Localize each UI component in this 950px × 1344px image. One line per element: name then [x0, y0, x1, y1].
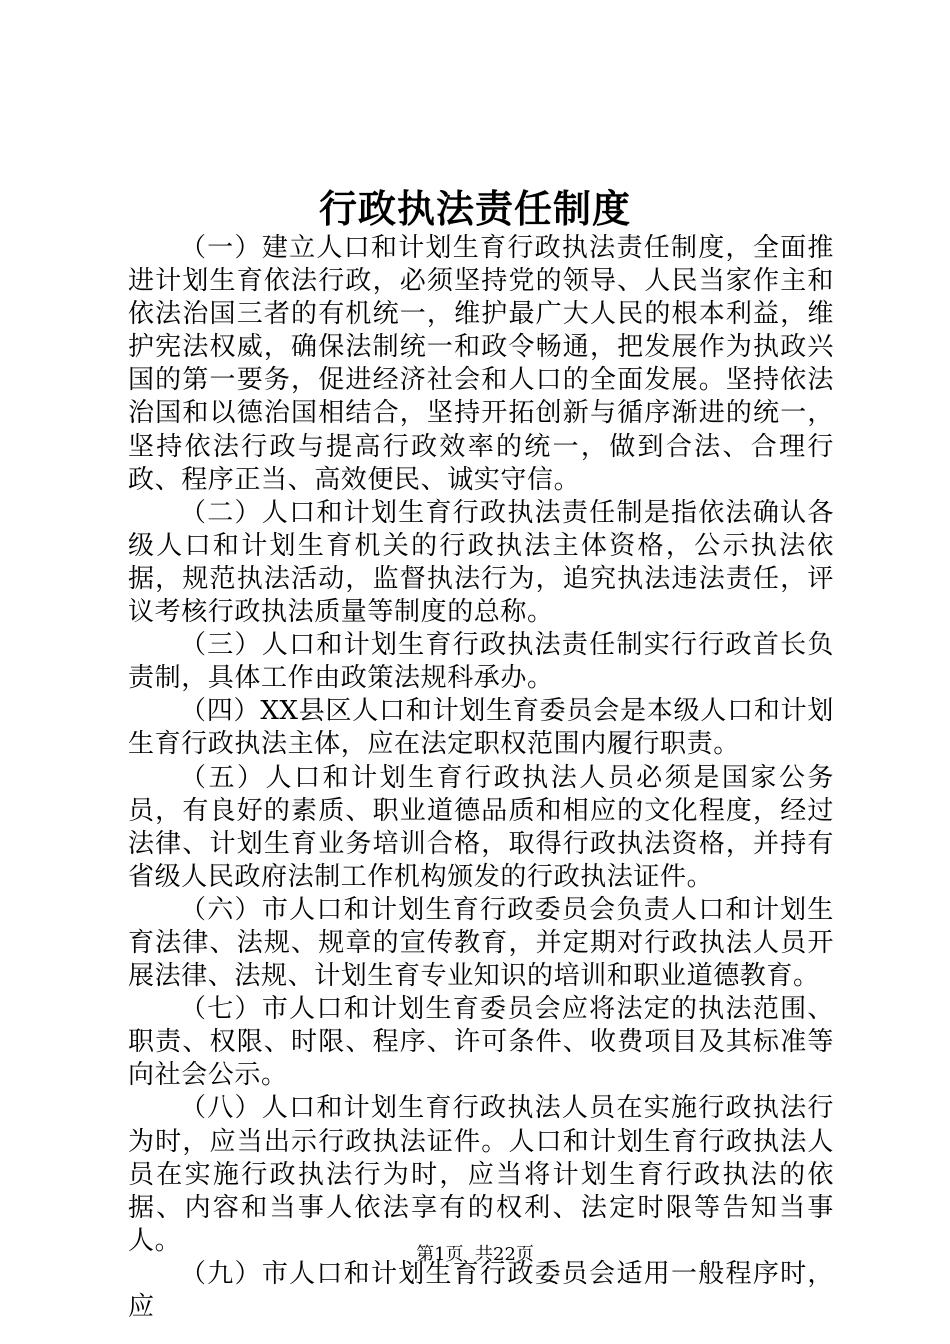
- paragraph-2: （二）人口和计划生育行政执法责任制是指依法确认各级人口和计划生育机关的行政执法主体资格，公示执法依据，规范执法活动，监督执法行为，追究执法违法责任，评议考核行政执法质量等制度的总称。: [128, 497, 834, 628]
- paragraph-4: （四）XX县区人口和计划生育委员会是本级人口和计划生育行政执法主体，应在法定职权范围内履行职责。: [128, 696, 834, 760]
- paragraph-3: （三）人口和计划生育行政执法责任制实行行政首长负责制，具体工作由政策法规科承办。: [128, 630, 834, 694]
- page-footer: [0, 1243, 950, 1267]
- paragraph-5: （五）人口和计划生育行政执法人员必须是国家公务员，有良好的素质、职业道德品质和相应的文化程度，经过法律、计划生育业务培训合格，取得行政执法资格，并持有省级人民政府法制工作机构颁发的行政执法证件。: [128, 762, 834, 892]
- footer-spacer: [464, 1244, 475, 1265]
- paragraph-7: （七）市人口和计划生育委员会应将法定的执法范围、职责、权限、时限、程序、许可条件、收费项目及其标准等向社会公示。: [128, 994, 834, 1091]
- document-title: 行政执法责任制度: [318, 186, 631, 231]
- paragraph-6: （六）市人口和计划生育行政委员会负责人口和计划生育法律、法规、规章的宣传教育，并定期对行政执法人员开展法律、法规、计划生育专业知识的培训和职业道德教育。: [128, 894, 834, 992]
- paragraph-9: （九）市人口和计划生育行政委员会适用一般程序时，应: [128, 1258, 834, 1322]
- page-number: 第1页: [416, 1244, 464, 1265]
- paragraph-8: （八）人口和计划生育行政执法人员在实施行政执法行为时，应当出示行政执法证件。人口和计划生育行政执法人员在实施行政执法行为时，应当将计划生育行政执法的依据、内容和当事人依法享有的权利、法定时限等告知当事人。: [128, 1093, 834, 1256]
- page-total: 共22页: [475, 1244, 534, 1265]
- document-body: [128, 232, 834, 1324]
- paragraph-1: （一）建立人口和计划生育行政执法责任制度，全面推进计划生育依法行政，必须坚持党的领导、人民当家作主和依法治国三者的有机统一，维护最广大人民的根本利益，维护宪法权威，确保法制统一和政令畅通，把发展作为执政兴国的第一要务，促进经济社会和人口的全面发展。坚持依法治国和以德治国相结合，坚持开拓创新与循序渐进的统一，坚持依法行政与提高行政效率的统一，做到合法、合理行政、程序正当、高效便民、诚实守信。: [128, 233, 834, 495]
